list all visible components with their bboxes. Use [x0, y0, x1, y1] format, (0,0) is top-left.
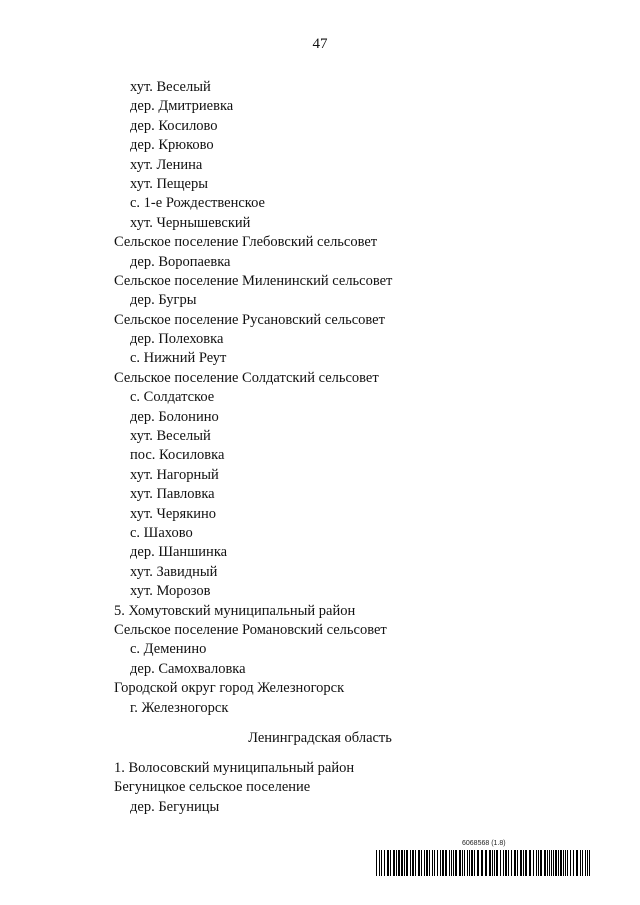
settlement-item: дер. Воропаевка	[130, 253, 231, 270]
settlement-item: дер. Косилово	[130, 117, 218, 134]
settlement-item: хут. Морозов	[130, 583, 211, 600]
settlement-item: хут. Нагорный	[130, 466, 219, 483]
document-code: 6068568 (1.8)	[462, 840, 506, 847]
settlement-item: хут. Завидный	[130, 563, 218, 580]
settlement-item: дер. Крюково	[130, 137, 214, 154]
district-heading: Городской округ город Железногорск	[114, 680, 345, 697]
settlement-item: хут. Черякино	[130, 505, 217, 522]
district-heading: 1. Волосовский муниципальный район	[114, 760, 355, 776]
settlement-item: хут. Павловка	[130, 486, 215, 503]
settlement-item: хут. Ленина	[130, 156, 203, 173]
district-heading: 5. Хомутовский муниципальный район	[114, 602, 356, 619]
barcode	[376, 850, 590, 876]
district-heading: Сельское поселение Миленинский сельсовет	[114, 272, 393, 289]
settlement-item: хут. Чернышевский	[130, 214, 251, 231]
district-heading: Сельское поселение Романовский сельсовет	[114, 621, 387, 638]
page-number: 47	[312, 36, 328, 52]
district-heading: Сельское поселение Глебовский сельсовет	[114, 234, 378, 251]
settlement-item: с. 1-е Рождественское	[130, 195, 265, 212]
district-heading: Сельское поселение Русановский сельсовет	[114, 311, 385, 328]
settlement-list-leningrad	[114, 759, 354, 817]
settlement-list	[114, 78, 392, 718]
district-heading: Бегуницкое сельское поселение	[114, 779, 311, 796]
settlement-item: пос. Косиловка	[130, 447, 225, 464]
region-heading: Ленинградская область	[248, 730, 392, 746]
settlement-item: хут. Веселый	[130, 428, 211, 445]
settlement-item: дер. Бегуницы	[130, 798, 220, 815]
settlement-item: хут. Веселый	[130, 79, 211, 95]
settlement-item: дер. Болонино	[130, 408, 219, 425]
settlement-item: с. Нижний Реут	[130, 350, 227, 367]
settlement-item: дер. Дмитриевка	[130, 98, 234, 115]
settlement-item: г. Железногорск	[130, 699, 229, 716]
settlement-item: с. Деменино	[130, 641, 207, 658]
settlement-item: дер. Самохваловка	[130, 660, 246, 677]
settlement-item: дер. Полеховка	[130, 331, 224, 348]
settlement-item: хут. Пещеры	[130, 175, 208, 192]
settlement-item: с. Шахово	[130, 524, 193, 541]
settlement-item: дер. Шаншинка	[130, 544, 228, 561]
district-heading: Сельское поселение Солдатский сельсовет	[114, 369, 379, 386]
settlement-item: с. Солдатское	[130, 389, 215, 406]
settlement-item: дер. Бугры	[130, 292, 197, 309]
